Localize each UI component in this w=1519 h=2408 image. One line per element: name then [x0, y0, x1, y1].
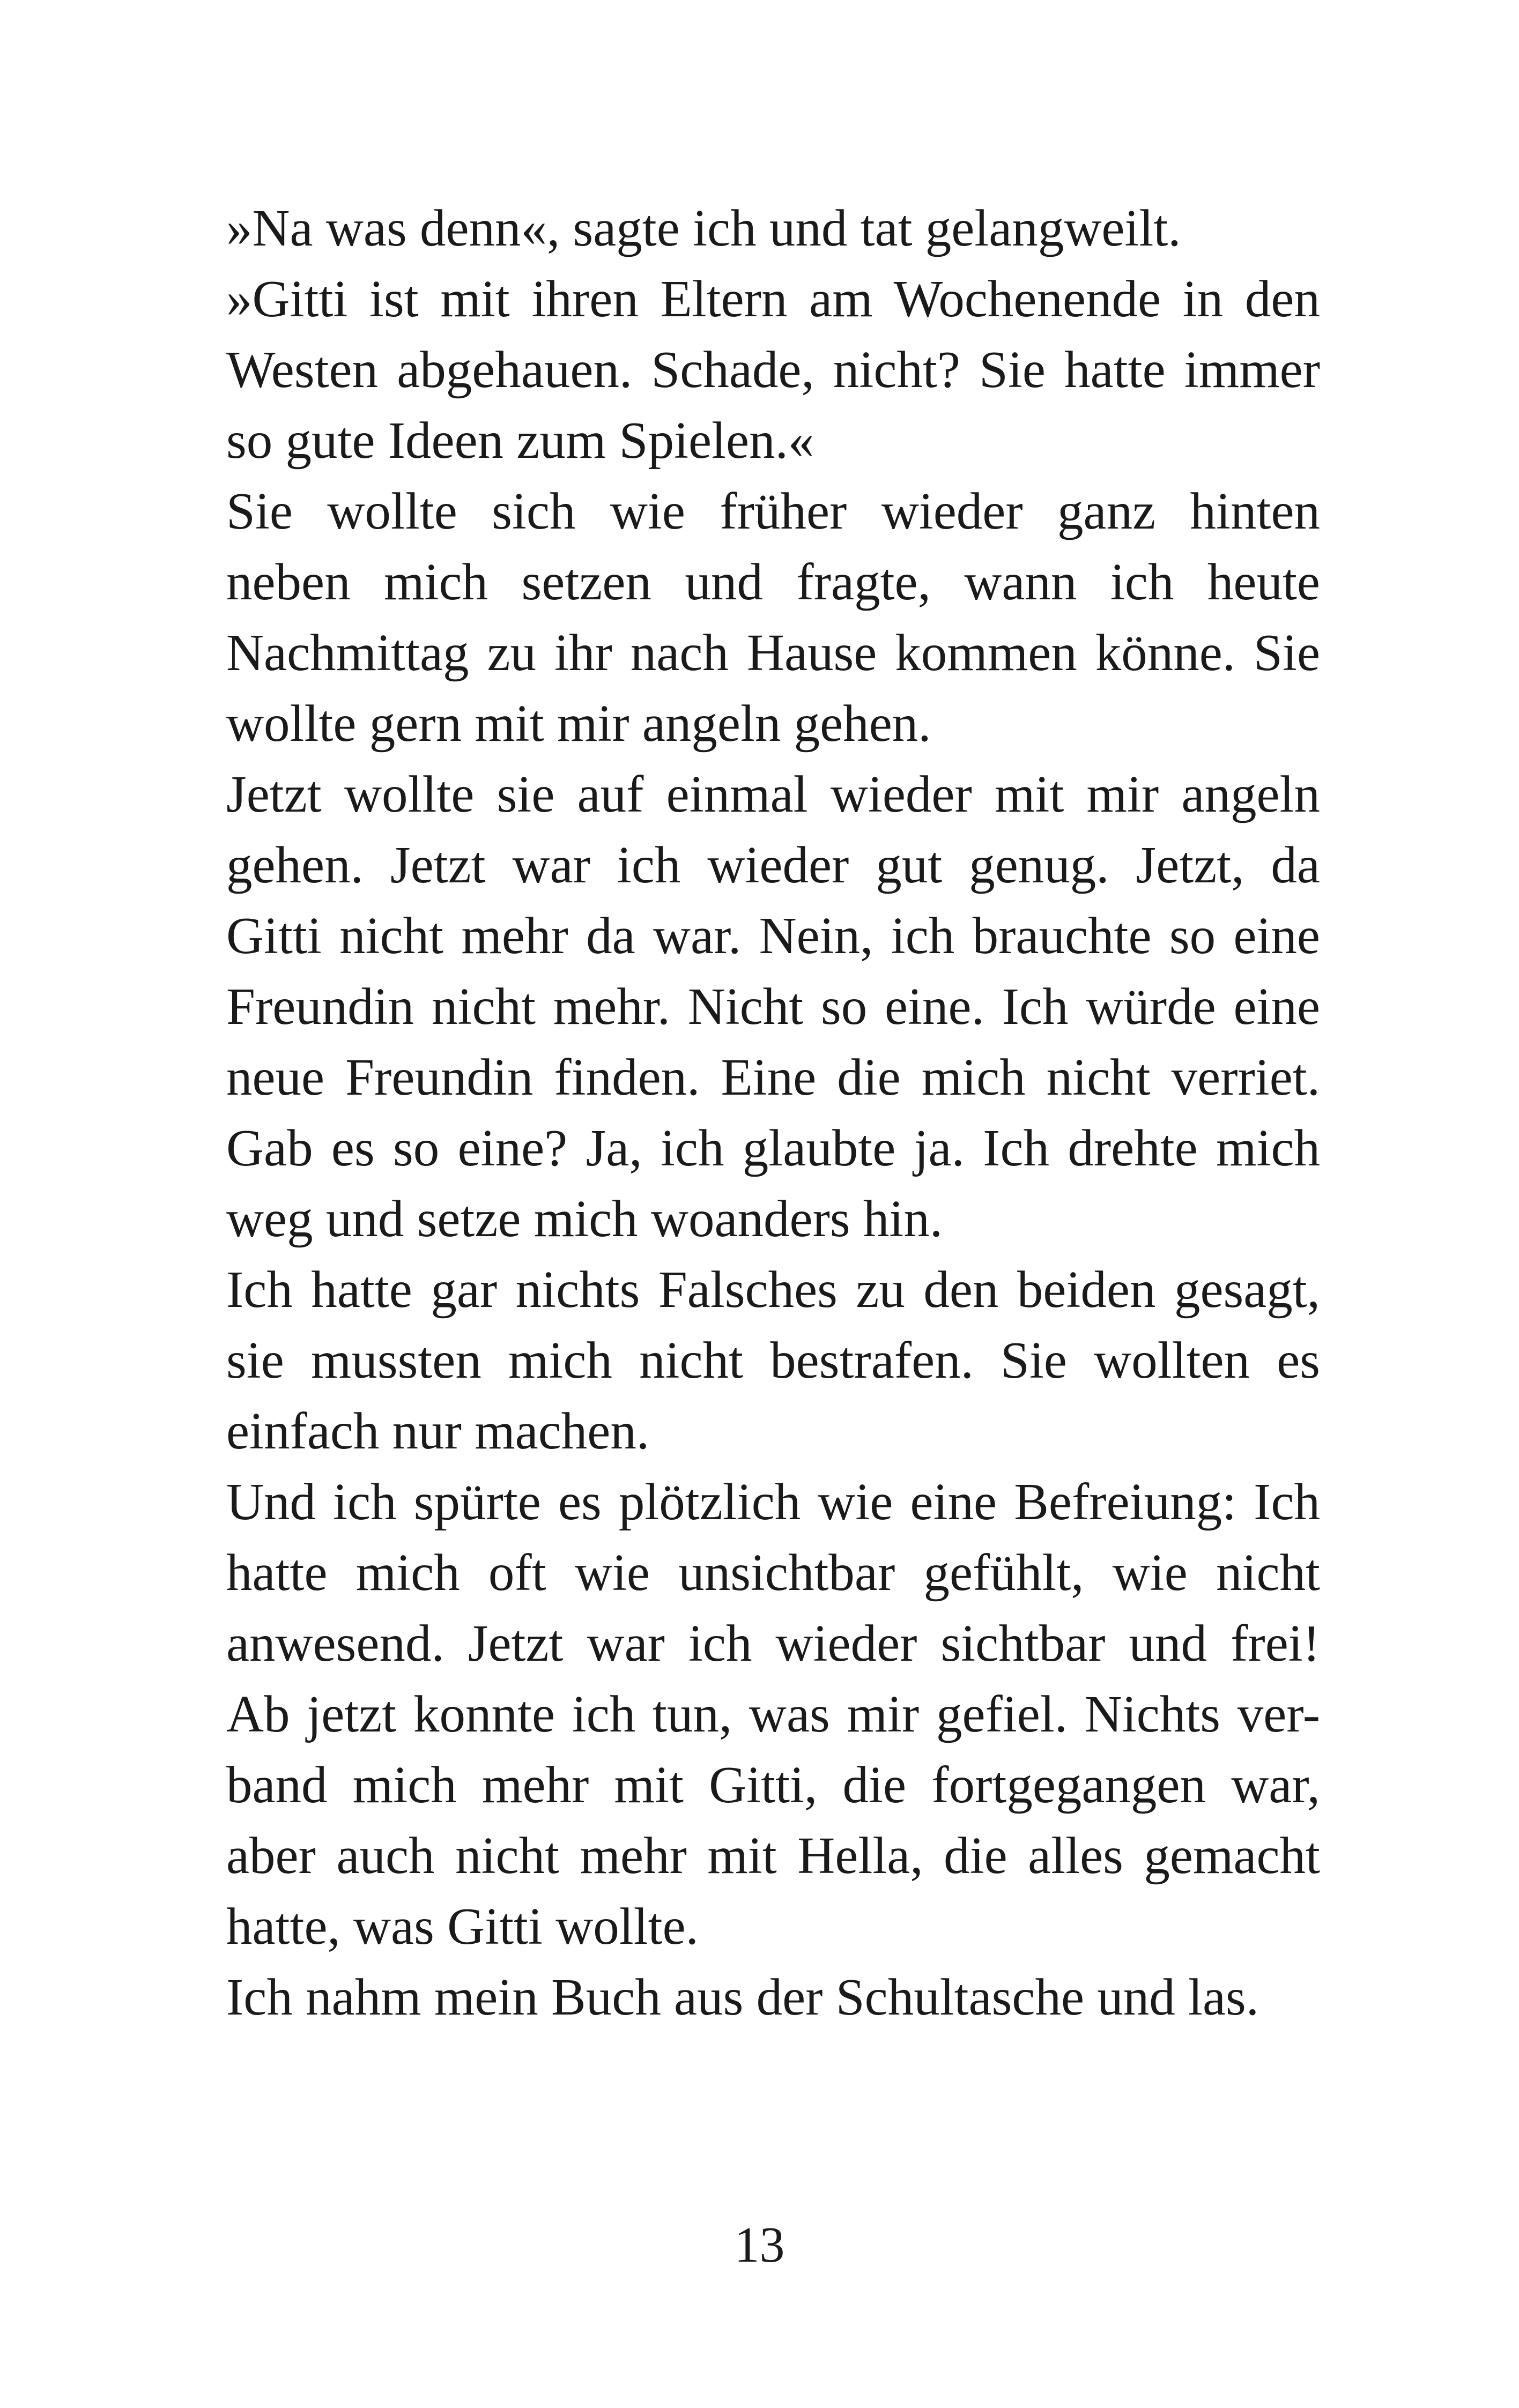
text-line: neue Freundin finden. Eine die mich nicht verriet. [226, 1049, 1320, 1106]
text-line: Ich nahm mein Buch aus der Schultasche und las. [226, 1968, 1259, 2026]
text-line: Sie wollte sich wie früher wieder ganz hinten [226, 482, 1320, 540]
text-line: Ich hatte gar nichts Falsches zu den beiden gesagt, [226, 1261, 1320, 1318]
text-line: wollte gern mit mir angeln gehen. [226, 695, 931, 752]
text-line: sie mussten mich nicht bestrafen. Sie wollten es [226, 1332, 1320, 1389]
text-line: band mich mehr mit Gitti, die fortgegangen war, [226, 1756, 1320, 1814]
text-line: »Gitti ist mit ihren Eltern am Wochenende in den [226, 270, 1320, 328]
text-line: aber auch nicht mehr mit Hella, die alles gemacht [226, 1827, 1320, 1884]
text-line: Und ich spürte es plötzlich wie eine Befreiung: Ich [226, 1473, 1320, 1530]
body-text [226, 193, 1320, 2033]
text-line: »Na was denn«, sagte ich und tat gelangweilt. [226, 199, 1181, 257]
text-line: Westen abgehauen. Schade, nicht? Sie hatte immer [226, 341, 1320, 398]
text-line: Gab es so eine? Ja, ich glaubte ja. Ich drehte mich [226, 1119, 1320, 1177]
text-line: anwesend. Jetzt war ich wieder sichtbar und frei! [226, 1615, 1320, 1672]
text-line: weg und setze mich woanders hin. [226, 1190, 943, 1247]
text-line: neben mich setzen und fragte, wann ich heute [226, 553, 1320, 611]
text-line: Jetzt wollte sie auf einmal wieder mit mir angeln [226, 765, 1320, 823]
text-line: hatte, was Gitti wollte. [226, 1898, 699, 1955]
text-line: Freundin nicht mehr. Nicht so eine. Ich würde eine [226, 978, 1320, 1035]
page-number: 13 [734, 2217, 785, 2273]
text-line: Nachmittag zu ihr nach Hause kommen könne. Sie [226, 624, 1320, 681]
text-line: gehen. Jetzt war ich wieder gut genug. Jetzt, da [226, 836, 1320, 894]
text-line: Gitti nicht mehr da war. Nein, ich brauchte so eine [226, 907, 1320, 964]
text-line: einfach nur machen. [226, 1402, 650, 1460]
text-line: Ab jetzt konnte ich tun, was mir gefiel. Nichts ver- [226, 1685, 1320, 1743]
text-line: hatte mich oft wie unsichtbar gefühlt, wie nicht [226, 1544, 1320, 1601]
text-line: so gute Ideen zum Spielen.« [226, 412, 814, 469]
